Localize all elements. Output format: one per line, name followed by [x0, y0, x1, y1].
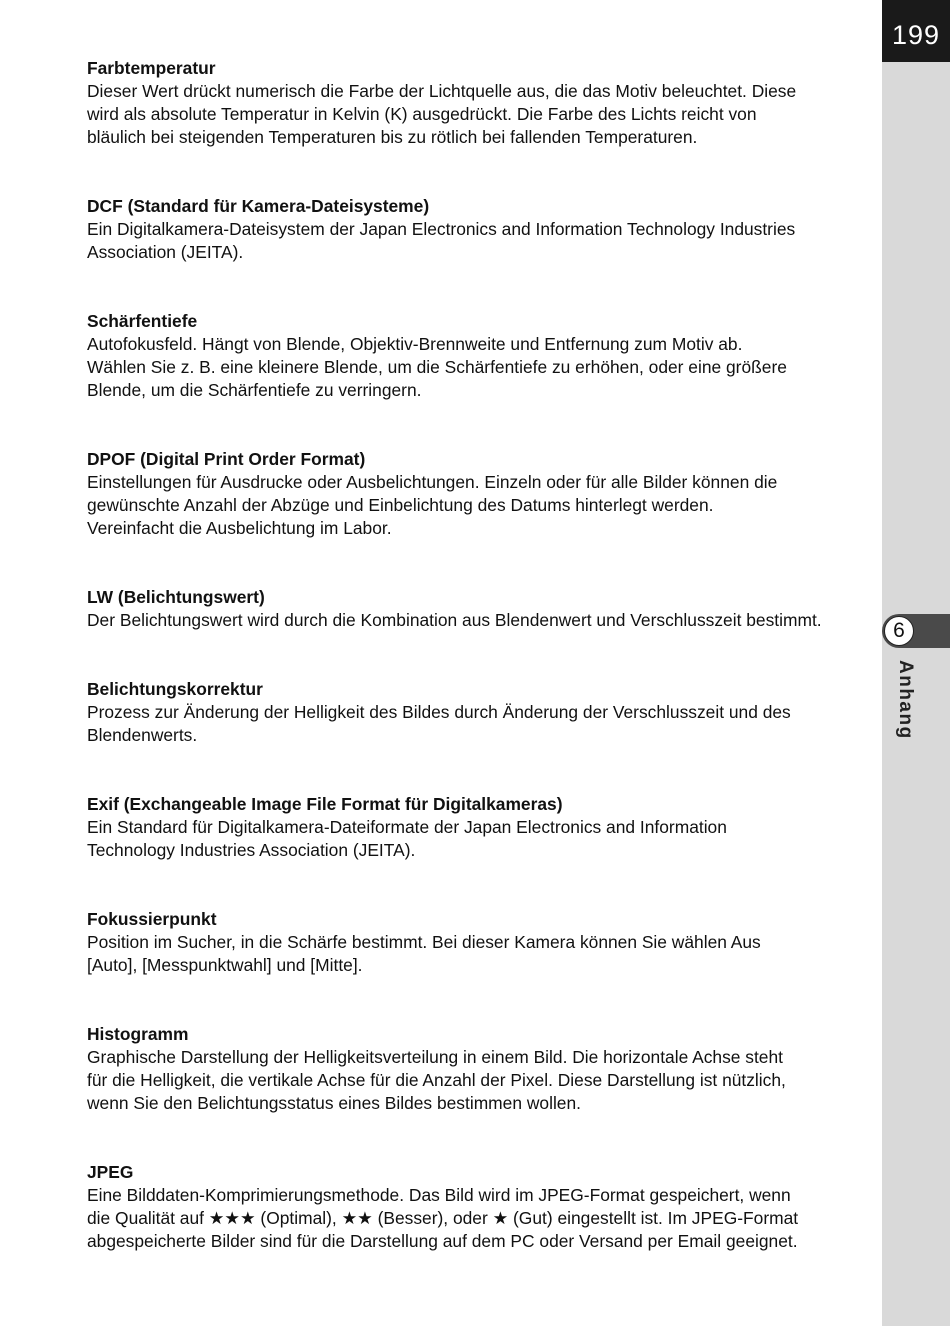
- entry-definition-line: Vereinfacht die Ausbelichtung im Labor.: [87, 518, 392, 538]
- entry-definition-line: Association (JEITA).: [87, 242, 244, 262]
- entry-definition-line: Prozess zur Änderung der Helligkeit des Bildes durch Änderung der Verschlusszeit und des: [87, 702, 791, 722]
- entry-term: Farbtemperatur: [87, 58, 216, 78]
- entry-term: JPEG: [87, 1162, 134, 1182]
- entry-term: Histogramm: [87, 1024, 189, 1044]
- glossary-entry-farbtemperatur: [87, 57, 867, 149]
- entry-definition-line: Der Belichtungswert wird durch die Kombination aus Blendenwert und Verschlusszeit bestimmt.: [87, 610, 822, 630]
- entry-definition-line: Wählen Sie z. B. eine kleinere Blende, um die Schärfentiefe zu erhöhen, oder eine größere: [87, 357, 787, 377]
- entry-definition-line: [Auto], [Messpunktwahl] und [Mitte].: [87, 955, 363, 975]
- entry-definition-line: wenn Sie den Belichtungsstatus eines Bildes bestimmen wollen.: [87, 1093, 581, 1113]
- entry-definition-line: Blendenwerts.: [87, 725, 198, 745]
- entry-term: Schärfentiefe: [87, 311, 198, 331]
- entry-definition-line: für die Helligkeit, die vertikale Achse für die Anzahl der Pixel. Diese Darstellung ist nützlich,: [87, 1070, 786, 1090]
- entry-definition-line: Autofokusfeld. Hängt von Blende, Objektiv-Brennweite und Entfernung zum Motiv ab.: [87, 334, 743, 354]
- chapter-title: Anhang: [895, 660, 916, 740]
- page-number: 199: [882, 0, 950, 62]
- entry-definition-line: Ein Standard für Digitalkamera-Dateiformate der Japan Electronics and Information: [87, 817, 727, 837]
- glossary-entry-dpof: [87, 448, 867, 540]
- entry-definition-line: Technology Industries Association (JEITA).: [87, 840, 416, 860]
- entry-term: DCF (Standard für Kamera-Dateisysteme): [87, 196, 430, 216]
- glossary-entry-fokussierpunkt: [87, 908, 867, 977]
- glossary-entry-histogramm: [87, 1023, 867, 1115]
- glossary-entry-exif: [87, 793, 867, 862]
- entry-definition-line: wird als absolute Temperatur in Kelvin (K) ausgedrückt. Die Farbe des Lichts reicht von: [87, 104, 757, 124]
- entry-term: Exif (Exchangeable Image File Format für Digitalkameras): [87, 794, 563, 814]
- entry-definition-line: die Qualität auf ★★★ (Optimal), ★★ (Besser), oder ★ (Gut) eingestellt ist. Im JPEG-Format: [87, 1208, 799, 1228]
- entry-term: Fokussierpunkt: [87, 909, 217, 929]
- entry-definition-line: Blende, um die Schärfentiefe zu verringern.: [87, 380, 422, 400]
- entry-definition-line: Dieser Wert drückt numerisch die Farbe der Lichtquelle aus, die das Motiv beleuchtet. Diese: [87, 81, 797, 101]
- glossary-entry-belichtungskorrektur: [87, 678, 867, 747]
- entry-definition-line: abgespeicherte Bilder sind für die Darstellung auf dem PC oder Versand per Email geeignet.: [87, 1231, 798, 1251]
- glossary-entry-schaerfentiefe: [87, 310, 867, 402]
- chapter-number: 6: [884, 616, 914, 646]
- entry-definition-line: Eine Bilddaten-Komprimierungsmethode. Das Bild wird im JPEG-Format gespeichert, wenn: [87, 1185, 791, 1205]
- entry-term: DPOF (Digital Print Order Format): [87, 449, 366, 469]
- entry-definition-line: Graphische Darstellung der Helligkeitsverteilung in einem Bild. Die horizontale Achse steht: [87, 1047, 783, 1067]
- entry-definition-line: Position im Sucher, in die Schärfe bestimmt. Bei dieser Kamera können Sie wählen Aus: [87, 932, 761, 952]
- entry-definition-line: bläulich bei steigenden Temperaturen bis zu rötlich bei fallenden Temperaturen.: [87, 127, 698, 147]
- entry-definition-line: gewünschte Anzahl der Abzüge und Einbelichtung des Datums hinterlegt werden.: [87, 495, 714, 515]
- glossary-entry-jpeg: [87, 1161, 867, 1253]
- entry-term: Belichtungskorrektur: [87, 679, 263, 699]
- glossary-entry-lw: [87, 586, 867, 632]
- entry-term: LW (Belichtungswert): [87, 587, 265, 607]
- glossary-entry-dcf: [87, 195, 867, 264]
- entry-definition-line: Ein Digitalkamera-Dateisystem der Japan Electronics and Information Technology Industries: [87, 219, 796, 239]
- entry-definition-line: Einstellungen für Ausdrucke oder Ausbelichtungen. Einzeln oder für alle Bilder können die: [87, 472, 778, 492]
